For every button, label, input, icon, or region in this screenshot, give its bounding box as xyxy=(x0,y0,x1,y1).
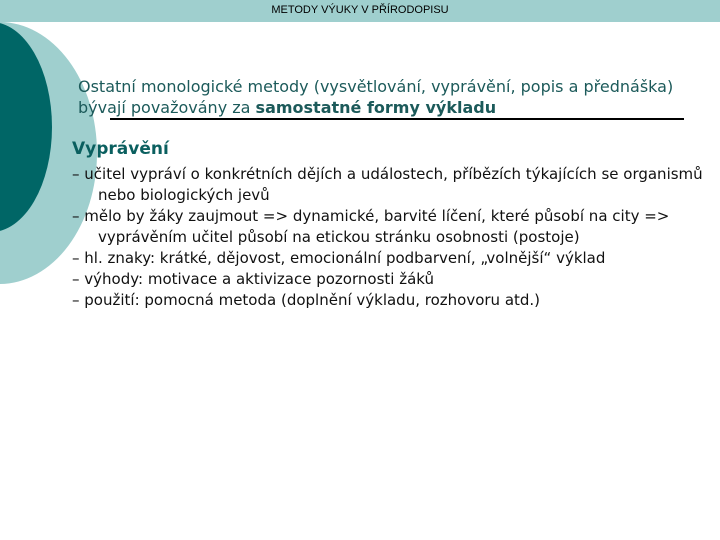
intro-underline xyxy=(110,118,684,120)
bullet-item: – použití: pomocná metoda (doplnění výkladu, rozhovoru atd.) xyxy=(72,291,541,309)
section-title: Vyprávění xyxy=(72,139,169,159)
intro-paragraph xyxy=(78,76,698,118)
bullet-item: – učitel vypráví o konkrétních dějích a událostech, příbězích týkajících se organismů nebo biologických jevů xyxy=(72,165,703,204)
bullet-item: – výhody: motivace a aktivizace pozornosti žáků xyxy=(72,270,434,288)
intro-emphasis: samostatné formy výkladu xyxy=(255,98,497,117)
intro-text: Ostatní monologické metody (vysvětlování, vyprávění, popis a přednáška) bývají považovány za xyxy=(78,77,674,117)
bullet-item: – mělo by žáky zaujmout => dynamické, barvité líčení, které působí na city => vyprávěním učitel působí na etickou stránku osobnosti (postoje) xyxy=(72,207,670,246)
bullet-list xyxy=(72,164,704,311)
header-title: METODY VÝUKY V PŘÍRODOPISU xyxy=(271,4,449,16)
bullet-item: – hl. znaky: krátké, dějovost, emocionální podbarvení, „volnější“ výklad xyxy=(72,249,606,267)
